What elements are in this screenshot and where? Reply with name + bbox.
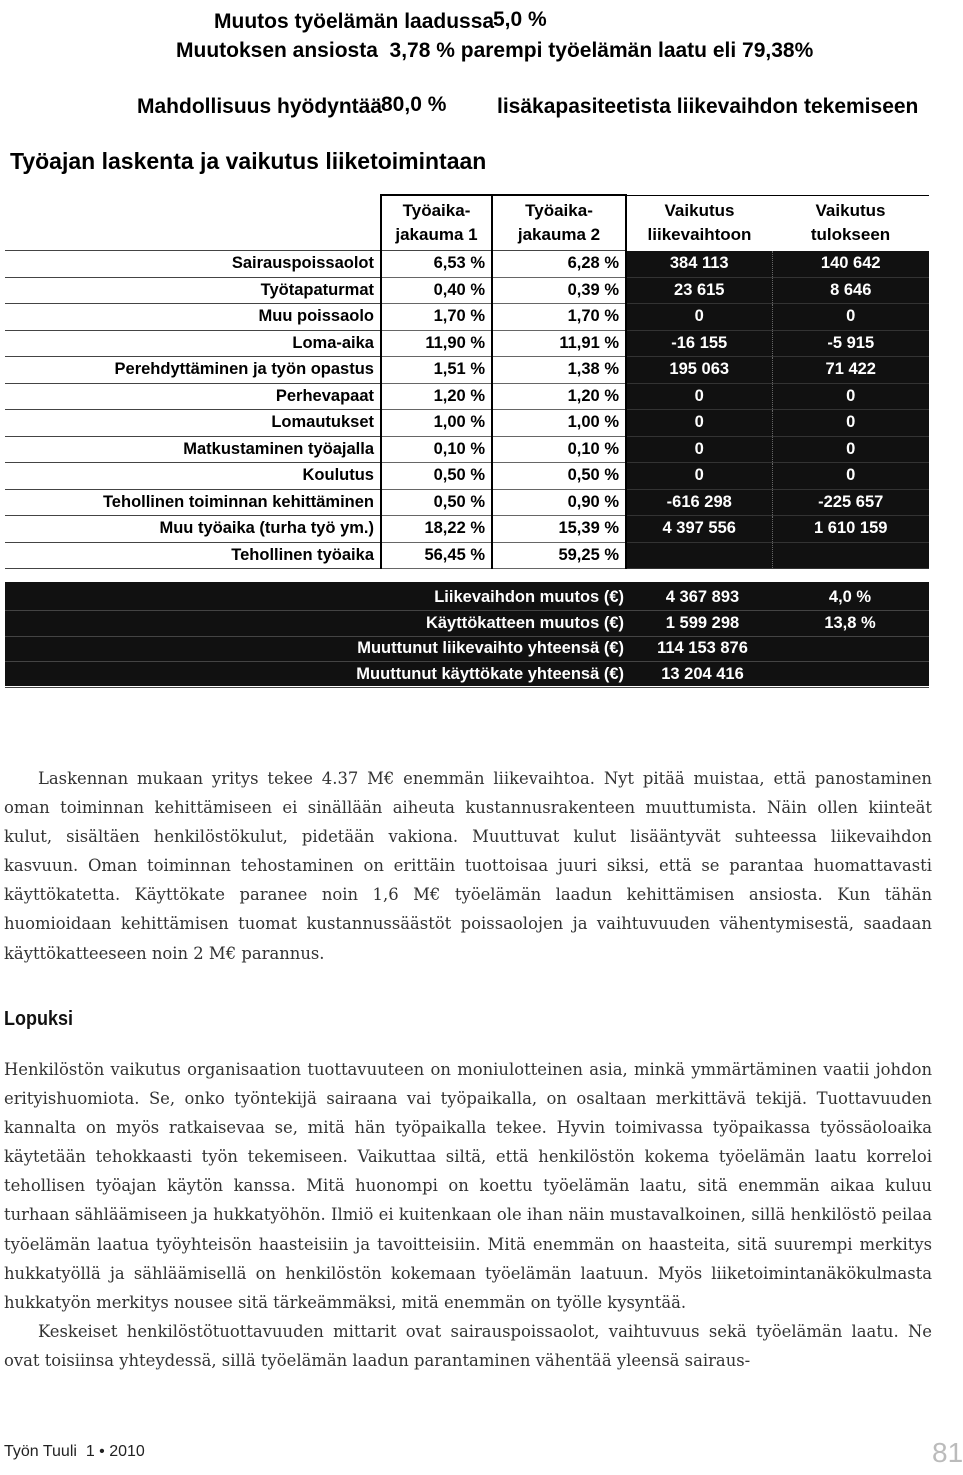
header-empty: [5, 223, 381, 251]
row-vaikutus-liikevaihto: 0: [626, 436, 772, 463]
header-empty: [5, 195, 381, 223]
row-jakauma-2: 15,39 %: [492, 516, 626, 543]
row-vaikutus-liikevaihto: 195 063: [626, 357, 772, 384]
row-label: Loma-aika: [5, 330, 381, 357]
table-row: [5, 489, 929, 516]
table-row: [5, 542, 929, 569]
row-vaikutus-tulos: -225 657: [772, 489, 929, 516]
paragraph-3-text: Keskeiset henkilöstötuottavuuden mittarit ovat sairauspoissaolot, vaihtuvuus sekä työelämän laatu. Ne ovat toisiinsa yhteydessä, sillä työelämän laadun parantaminen vähentää yleensä sairaus-: [4, 1321, 932, 1370]
quality-change-label: Muutos työelämän laadussa: [214, 10, 495, 33]
paragraph-2: [4, 1055, 932, 1375]
totals-row: [5, 662, 929, 688]
header-jakauma-2-line2: jakauma 2: [492, 223, 626, 251]
row-vaikutus-tulos: 1 610 159: [772, 516, 929, 543]
totals-value-1: 13 204 416: [661, 664, 744, 683]
row-jakauma-2: 0,90 %: [492, 489, 626, 516]
row-label: Sairauspoissaolot: [5, 251, 381, 278]
row-vaikutus-tulos: 0: [772, 436, 929, 463]
row-jakauma-1: 0,50 %: [381, 489, 492, 516]
row-label: Perehdyttäminen ja työn opastus: [5, 357, 381, 384]
row-vaikutus-liikevaihto: [626, 542, 772, 569]
row-jakauma-1: 0,10 %: [381, 436, 492, 463]
row-jakauma-2: 1,20 %: [492, 383, 626, 410]
row-label: Koulutus: [5, 463, 381, 490]
row-jakauma-1: 56,45 %: [381, 542, 492, 569]
totals-row: [5, 636, 929, 662]
row-label: Matkustaminen työajalla: [5, 436, 381, 463]
row-label: Tehollinen toiminnan kehittäminen: [5, 489, 381, 516]
header-jakauma-1-line2: jakauma 1: [381, 223, 492, 251]
row-jakauma-1: 18,22 %: [381, 516, 492, 543]
table-row: [5, 463, 929, 490]
totals-value-1: 1 599 298: [665, 613, 740, 632]
row-vaikutus-tulos: 0: [772, 383, 929, 410]
header-tulos: Vaikutus: [772, 195, 929, 223]
header-liikevaihto-line2: liikevaihtoon: [647, 225, 752, 244]
row-vaikutus-tulos: 0: [772, 410, 929, 437]
row-jakauma-2: 0,10 %: [492, 436, 626, 463]
row-vaikutus-tulos: 0: [772, 463, 929, 490]
section-title: Työajan laskenta ja vaikutus liiketoimintaan: [10, 148, 487, 174]
row-jakauma-1: 0,40 %: [381, 277, 492, 304]
row-jakauma-1: 6,53 %: [381, 251, 492, 278]
row-jakauma-1: 0,50 %: [381, 463, 492, 490]
row-vaikutus-liikevaihto: 0: [626, 463, 772, 490]
totals-block: [5, 582, 929, 686]
header-jakauma-2: Työaika-: [492, 195, 626, 223]
totals-label: Liikevaihdon muutos (€): [434, 588, 624, 606]
row-jakauma-2: 59,25 %: [492, 542, 626, 569]
row-vaikutus-liikevaihto: 23 615: [626, 277, 772, 304]
row-jakauma-2: 6,28 %: [492, 251, 626, 278]
totals-label: Muuttunut käyttökate yhteensä (€): [356, 664, 624, 683]
table-header-row-2: [5, 223, 929, 251]
table-row: [5, 330, 929, 357]
row-vaikutus-tulos: [772, 542, 929, 569]
table-row: [5, 410, 929, 437]
row-jakauma-1: 1,51 %: [381, 357, 492, 384]
table-row: [5, 516, 929, 543]
row-jakauma-2: 11,91 %: [492, 330, 626, 357]
capacity-label: Mahdollisuus hyödyntää: [137, 95, 383, 118]
row-jakauma-2: 1,70 %: [492, 304, 626, 331]
table-row: [5, 436, 929, 463]
totals-row: [5, 585, 929, 611]
row-jakauma-2: 0,39 %: [492, 277, 626, 304]
row-label: Lomautukset: [5, 410, 381, 437]
totals-value-2: 4,0 %: [828, 588, 872, 606]
page-number: 81: [932, 1437, 963, 1468]
row-jakauma-1: 11,90 %: [381, 330, 492, 357]
row-jakauma-2: 1,00 %: [492, 410, 626, 437]
paragraph-1: [4, 764, 932, 968]
row-vaikutus-tulos: 71 422: [772, 357, 929, 384]
row-vaikutus-liikevaihto: 0: [626, 383, 772, 410]
row-vaikutus-liikevaihto: 0: [626, 410, 772, 437]
quality-change-value: 5,0 %: [493, 8, 547, 31]
table-row: [5, 251, 929, 278]
table-header-row-1: [5, 195, 929, 223]
row-label: Muu poissaolo: [5, 304, 381, 331]
totals-value-2: 13,8 %: [824, 613, 876, 632]
row-label: Muu työaika (turha työ ym.): [5, 516, 381, 543]
header-liikevaihto: Vaikutus: [626, 195, 772, 223]
table-row: [5, 277, 929, 304]
row-label: Perhevapaat: [5, 383, 381, 410]
totals-label: Käyttökatteen muutos (€): [425, 613, 624, 632]
capacity-value: 80,0 %: [381, 93, 447, 116]
row-label: Tehollinen työaika: [5, 542, 381, 569]
row-vaikutus-tulos: 140 642: [772, 251, 929, 278]
totals-row: [5, 611, 929, 637]
row-jakauma-2: 0,50 %: [492, 463, 626, 490]
table-row: [5, 304, 929, 331]
header-jakauma-1: Työaika-: [381, 195, 492, 223]
work-time-table: [5, 194, 929, 569]
totals-value-1: 114 153 876: [657, 639, 748, 657]
closing-heading: Lopuksi: [4, 1008, 74, 1030]
row-vaikutus-tulos: 0: [772, 304, 929, 331]
table-row: [5, 383, 929, 410]
table-row: [5, 357, 929, 384]
totals-label: Muuttunut liikevaihto yhteensä (€): [357, 639, 624, 657]
row-jakauma-1: 1,00 %: [381, 410, 492, 437]
row-vaikutus-tulos: 8 646: [772, 277, 929, 304]
paragraph-2-text: Henkilöstön vaikutus organisaation tuottavuuteen on moniulotteinen asia, minkä ymmärtäminen vaatii johdon erityishuomiota. Se, onko työntekijä sairaana vai työpaikalla, on osaltaan merkittävä tekijä. Tuottavuuden kannalta on myös ratkaisevaa se, mitä hän työpaikalla tekee. Hyvin toimivassa työpaikassa työssäoloaika käytetään tehokkaasti työn tekemiseen. Vaikuttaa siltä, että henkilöstön kokema työelämän laatu korreloi tehollisen työajan käytön kanssa. Mitä huonompi on koettu työelämän laatu, sitä enemmän aikaa kuluu turhaan sähläämiseen ja hukkatyöhön. Ilmiö ei kuitenkaan ole ihan näin mustavalkoinen, sillä henkilöstö peilaa työelämän laatua työyhteisön haasteisiin ja tavoitteisiin. Mitä enemmän on haasteita, sitä suurempi merkitys hukkatyöllä ja sähläämisellä on henkilöstön kokemaan työelämän laatuun. Myös liiketoimintanäkökulmasta hukkatyön merkitys nousee sitä tärkeämmäksi, mitä enemmän on työlle kysyntää.: [4, 1060, 932, 1312]
row-vaikutus-tulos: -5 915: [772, 330, 929, 357]
paragraph-1-text: Laskennan mukaan yritys tekee 4.37 M€ enemmän liikevaihtoa. Nyt pitää muistaa, että panostaminen oman toiminnan kehittämiseen ei sinällään aiheuta kustannusrakenteen muuttumista. Näin ollen kiinteät kulut, sisältäen henkilöstökulut, pidetään vakiona. Muuttuvat kulut lisääntyvät suhteessa liikevaihdon kasvuun. Oman toiminnan tehostaminen on erittäin tuottoisaa juuri siksi, että se parantaa huomattavasti käyttökatetta. Käyttökate paranee noin 1,6 M€ työelämän laadun kehittämisen ansiosta. Kun tähän huomioidaan kehittämisen tuomat kustannussäästöt poissaolojen ja vaihtuvuuden vähentymisestä, saadaan käyttökatteeseen noin 2 M€ parannus.: [4, 769, 932, 963]
row-vaikutus-liikevaihto: 0: [626, 304, 772, 331]
row-vaikutus-liikevaihto: -16 155: [626, 330, 772, 357]
row-label: Työtapaturmat: [5, 277, 381, 304]
totals-value-1: 4 367 893: [665, 588, 740, 606]
improvement-text: Muutoksen ansiosta 3,78 % parempi työelämän laatu eli 79,38%: [176, 39, 814, 62]
row-jakauma-2: 1,38 %: [492, 357, 626, 384]
row-vaikutus-liikevaihto: 384 113: [626, 251, 772, 278]
footer-publication: Työn Tuuli 1 • 2010: [4, 1443, 145, 1460]
row-jakauma-1: 1,70 %: [381, 304, 492, 331]
header-tulos-line2: tulokseen: [810, 225, 891, 244]
row-vaikutus-liikevaihto: 4 397 556: [626, 516, 772, 543]
row-jakauma-1: 1,20 %: [381, 383, 492, 410]
row-vaikutus-liikevaihto: -616 298: [626, 489, 772, 516]
capacity-suffix: lisäkapasiteetista liikevaihdon tekemiseen: [497, 95, 919, 118]
